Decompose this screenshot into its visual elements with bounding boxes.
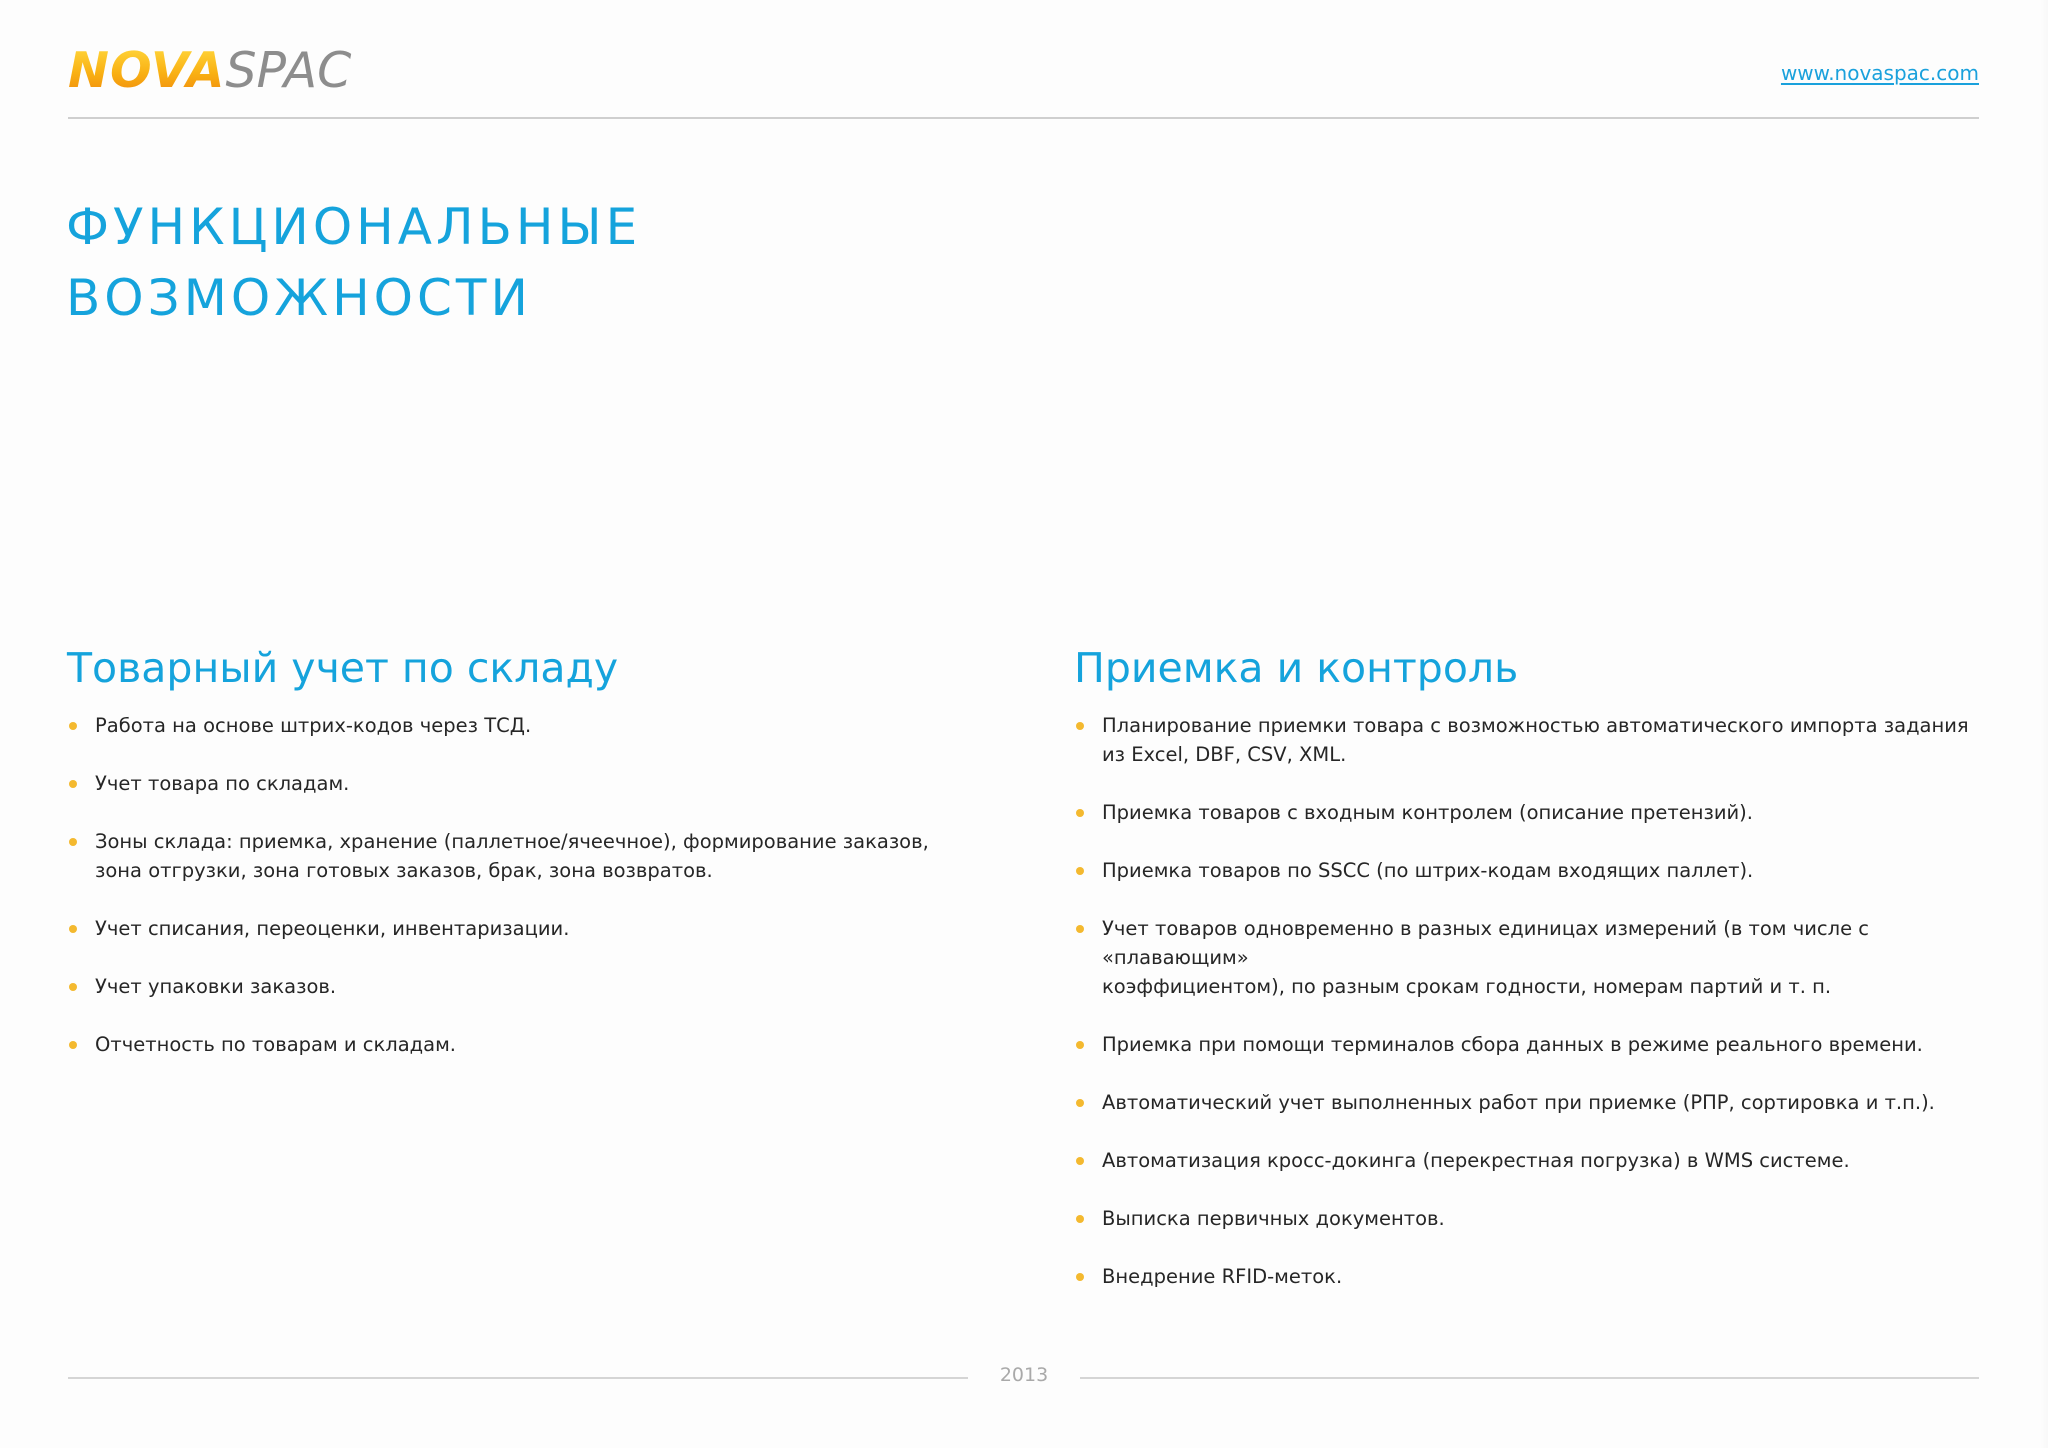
logo-nova-part: NOVA (68, 42, 226, 99)
page-title-line-2: ВОЗМОЖНОСТИ (66, 268, 532, 327)
page-title (66, 192, 966, 334)
list-item (1074, 1146, 1994, 1175)
list-item (1074, 798, 1994, 827)
list-item-text: Приемка товаров с входным контролем (описание претензий). (1102, 801, 1753, 824)
bullet-dot-icon (1076, 925, 1084, 933)
bullet-dot-icon (69, 838, 77, 846)
list-item (1074, 1204, 1994, 1233)
website-link[interactable]: www.novaspac.com (1780, 61, 1979, 85)
list-item (67, 914, 947, 943)
list-item-text: зона отгрузки, зона готовых заказов, брак, зона возвратов. (95, 859, 713, 882)
bullet-dot-icon (69, 983, 77, 991)
list-item-text: Учет товара по складам. (95, 772, 350, 795)
section-heading: Приемка и контроль (1074, 644, 1519, 692)
logo-spac-part: SPAC (225, 42, 352, 99)
bullet-dot-icon (1076, 1215, 1084, 1223)
list-item-text: Приемка при помощи терминалов сбора данных в режиме реального времени. (1102, 1033, 1923, 1056)
list-item (67, 1030, 947, 1059)
novaspac-logo (68, 42, 352, 99)
list-item-text: Зоны склада: приемка, хранение (паллетное/ячеечное), формирование заказов, (95, 830, 929, 853)
list-item-text: Автоматический учет выполненных работ при приемке (РПР, сортировка и т.п.). (1102, 1091, 1935, 1114)
list-item (1074, 856, 1994, 885)
list-item (67, 769, 947, 798)
list-item (1074, 1262, 1994, 1291)
section-receiving-control (1074, 632, 1994, 1320)
footer-divider-left (68, 1377, 968, 1379)
list-item-text: из Excel, DBF, CSV, XML. (1102, 743, 1347, 766)
bullet-list (67, 711, 947, 1059)
bullet-list (1074, 711, 1994, 1291)
bullet-dot-icon (1076, 809, 1084, 817)
section-warehouse-accounting (67, 632, 947, 1088)
list-item (1074, 914, 1994, 1001)
list-item (1074, 711, 1994, 769)
list-item-text: Планирование приемки товара с возможностью автоматического импорта задания (1102, 714, 1969, 737)
bullet-dot-icon (69, 925, 77, 933)
list-item-text: Автоматизация кросс-докинга (перекрестная погрузка) в WMS системе. (1102, 1149, 1850, 1172)
bullet-dot-icon (69, 780, 77, 788)
bullet-dot-icon (69, 722, 77, 730)
section-heading: Товарный учет по складу (67, 644, 619, 692)
list-item (67, 972, 947, 1001)
list-item-text: Учет списания, переоценки, инвентаризации. (95, 917, 570, 940)
list-item-text: Учет товаров одновременно в разных единицах измерений (в том числе с «плавающим» (1102, 917, 1870, 969)
list-item-text: коэффициентом), по разным срокам годности, номерам партий и т. п. (1102, 975, 1832, 998)
page-title-line-1: ФУНКЦИОНАЛЬНЫЕ (66, 197, 642, 256)
list-item-text: Отчетность по товарам и складам. (95, 1033, 457, 1056)
bullet-dot-icon (1076, 722, 1084, 730)
bullet-dot-icon (1076, 1273, 1084, 1281)
footer-divider-right (1080, 1377, 1979, 1379)
list-item-text: Работа на основе штрих-кодов через ТСД. (95, 714, 532, 737)
list-item (1074, 1030, 1994, 1059)
list-item (1074, 1088, 1994, 1117)
list-item-text: Учет упаковки заказов. (95, 975, 337, 998)
list-item-text: Приемка товаров по SSCC (по штрих-кодам входящих паллет). (1102, 859, 1754, 882)
header-divider (68, 117, 1979, 119)
list-item (67, 827, 947, 885)
bullet-dot-icon (1076, 867, 1084, 875)
footer-year: 2013 (999, 1364, 1049, 1386)
bullet-dot-icon (69, 1041, 77, 1049)
list-item-text: Выписка первичных документов. (1102, 1207, 1445, 1230)
bullet-dot-icon (1076, 1157, 1084, 1165)
list-item (67, 711, 947, 740)
bullet-dot-icon (1076, 1099, 1084, 1107)
bullet-dot-icon (1076, 1041, 1084, 1049)
list-item-text: Внедрение RFID-меток. (1102, 1265, 1343, 1288)
